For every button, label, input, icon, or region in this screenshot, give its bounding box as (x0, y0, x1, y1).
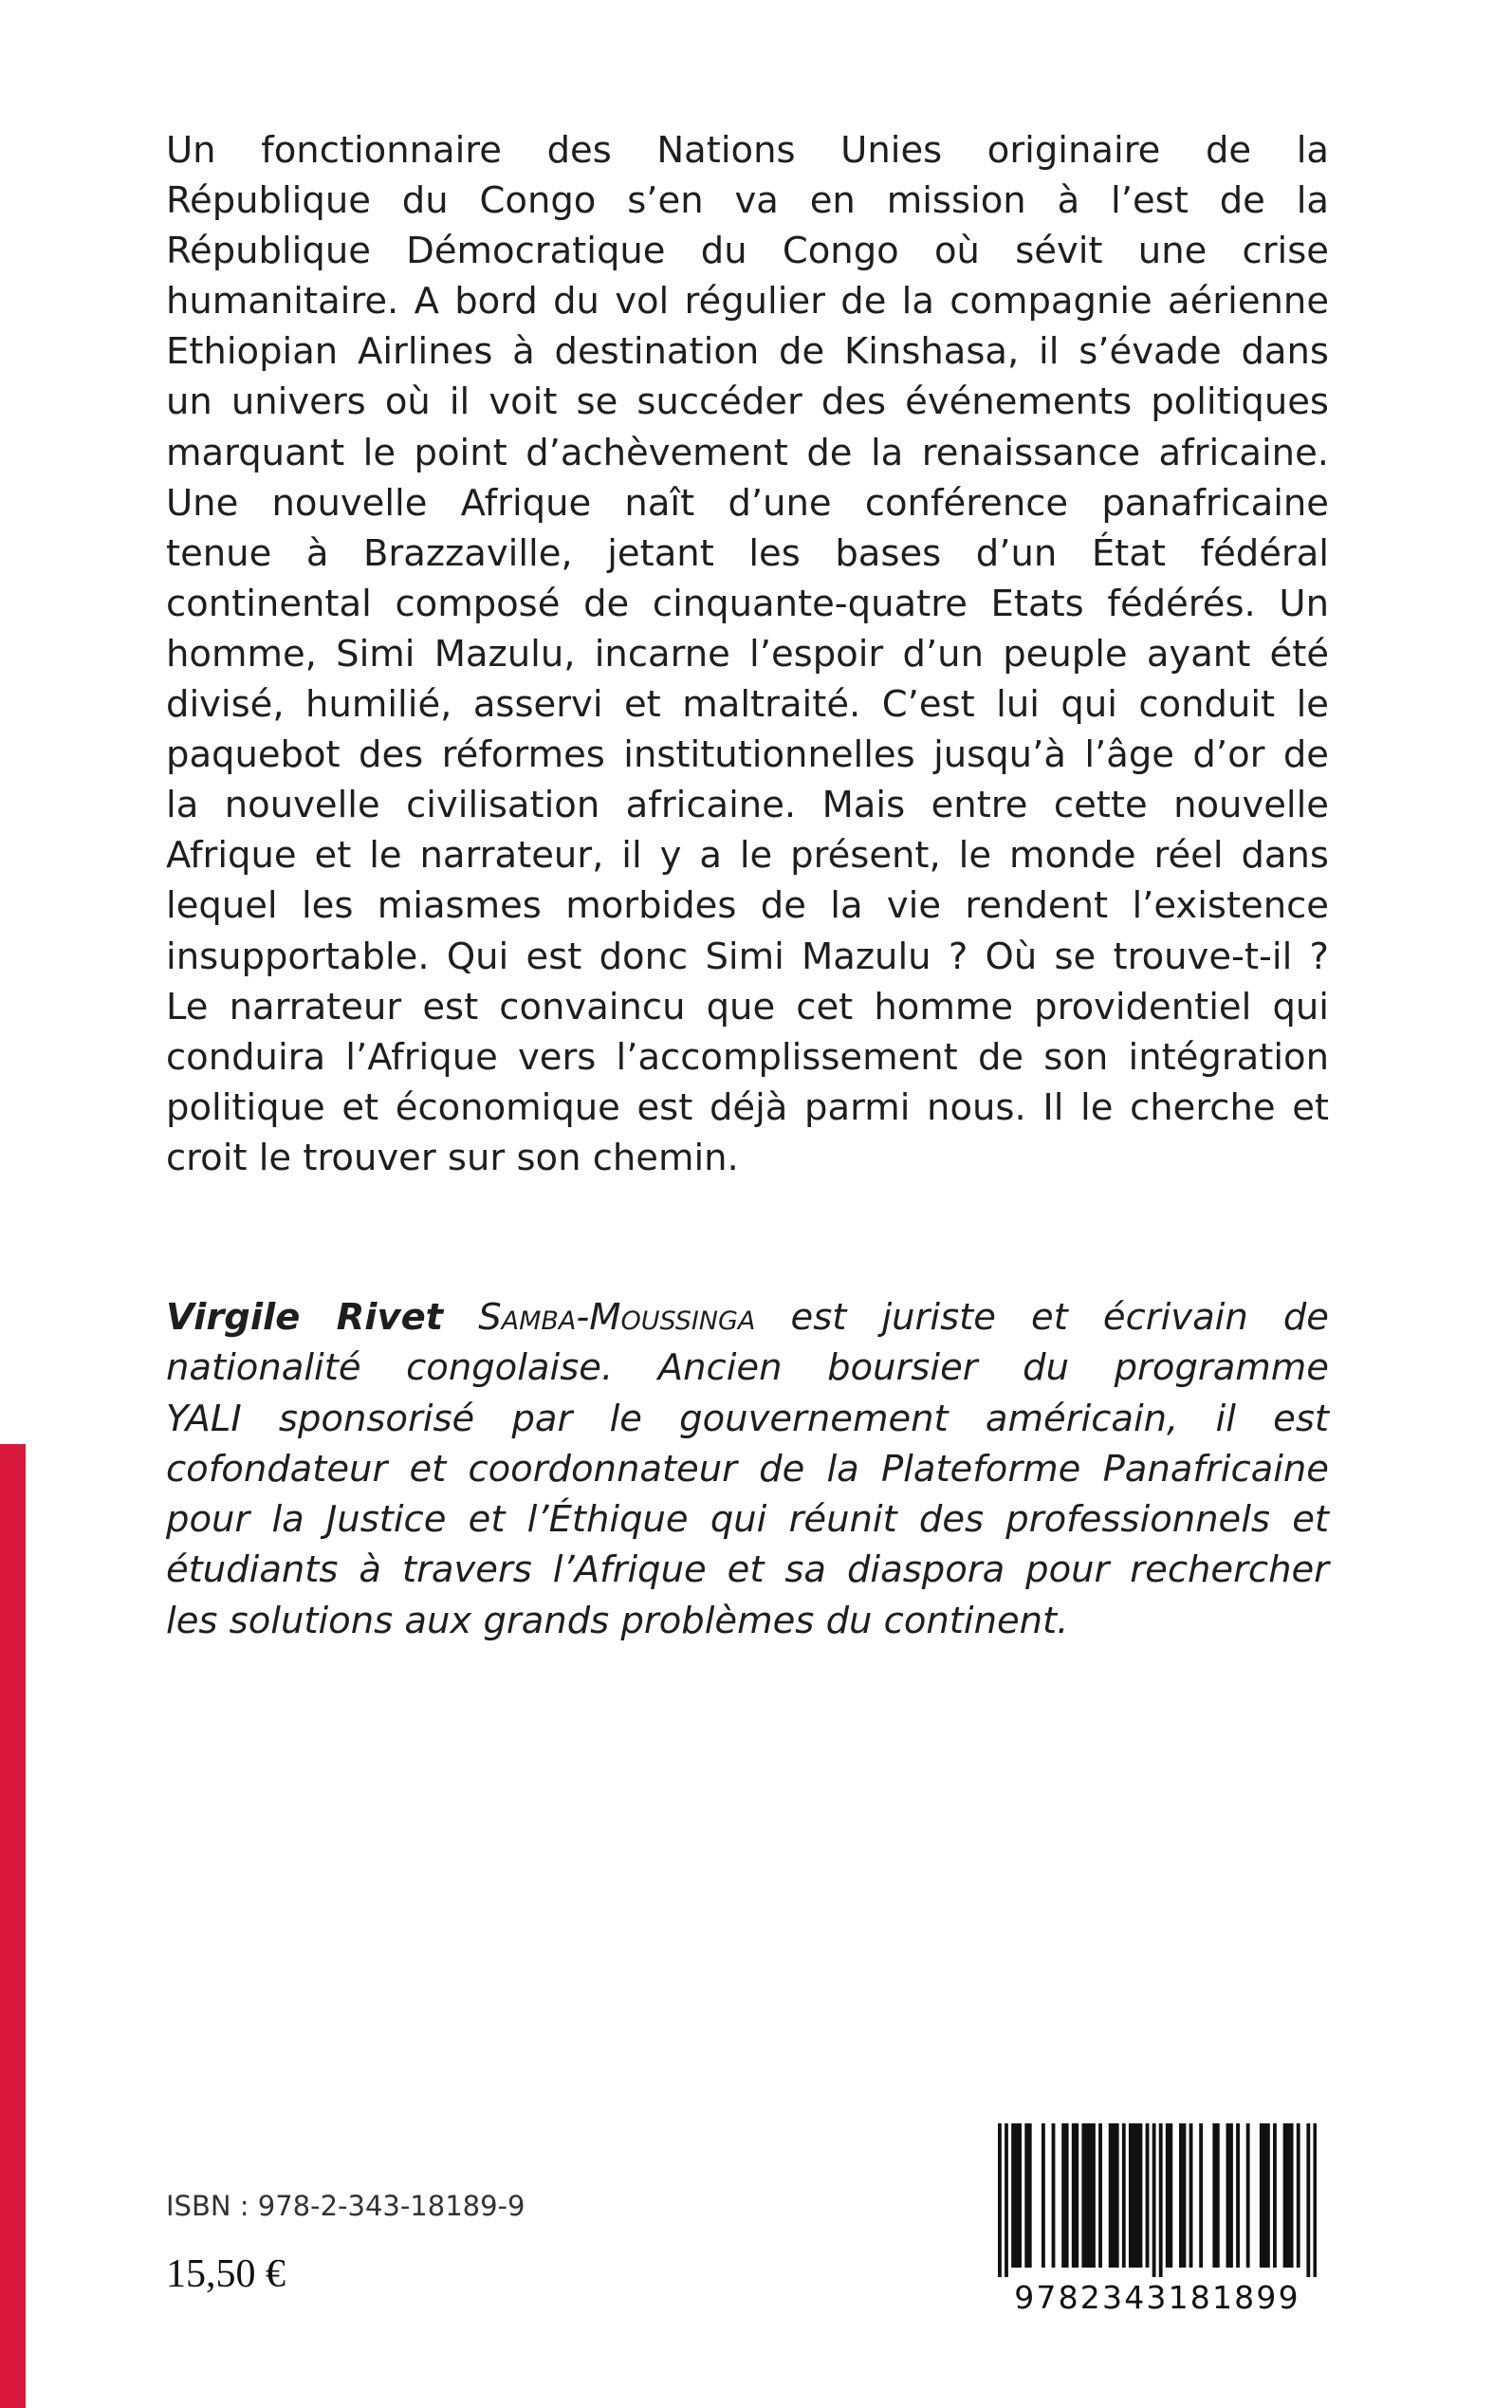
barcode-bar (1005, 2123, 1008, 2277)
barcode-bar (1116, 2123, 1119, 2268)
blurb-line: politique et économique est déjà parmi nous. Il le cherche et (166, 1085, 1329, 1129)
barcode-bar (1260, 2123, 1263, 2268)
blurb-line: tenue à Brazzaville, jetant les bases d’un État fédéral (166, 531, 1329, 575)
isbn-text: ISBN : 978-2-343-18189-9 (166, 2190, 526, 2222)
barcode-bar (1313, 2123, 1317, 2277)
bio-line: YALI sponsorisé par le gouvernement américain, il est (166, 1397, 1329, 1440)
barcode-bar (1152, 2123, 1156, 2277)
barcode-bar (1011, 2123, 1015, 2268)
barcode-bar (1273, 2123, 1277, 2268)
barcode-bar (1266, 2123, 1270, 2268)
blurb-line: humanitaire. A bord du vol régulier de la compagnie aérienne (166, 280, 1329, 324)
barcode-bar (1015, 2123, 1019, 2268)
barcode-bar (1052, 2123, 1056, 2268)
blurb-line: Une nouvelle Afrique naît d’une conférence panafricaine (166, 481, 1329, 525)
barcode-bar (1075, 2123, 1079, 2268)
barcode-bar (998, 2123, 1002, 2277)
blurb-line: la nouvelle civilisation africaine. Mais entre cette nouvelle (166, 784, 1329, 827)
barcode-bar (1081, 2123, 1085, 2268)
barcode-bar (1166, 2123, 1170, 2268)
barcode-bar (1072, 2123, 1076, 2268)
barcode-bar (1129, 2123, 1133, 2268)
blurb-line: insupportable. Qui est donc Simi Mazulu ? Où se trouve-t-il ? (166, 935, 1329, 978)
barcode-bar (1229, 2123, 1233, 2268)
blurb-line: Afrique et le narrateur, il y a le présent, le monde réel dans (166, 834, 1329, 878)
bio-line: étudiants à travers l’Afrique et sa diaspora pour rechercher (166, 1548, 1329, 1592)
barcode-bar (1018, 2123, 1022, 2268)
barcode-bar (1286, 2123, 1290, 2268)
barcode-bar (1135, 2123, 1139, 2268)
bio-line: nationalité congolaise. Ancien boursier du programme (166, 1346, 1329, 1390)
barcode-digits: 9782343181899 (1014, 2279, 1300, 2316)
author-last-name: Samba-Moussinga (478, 1296, 756, 1339)
bio-line: cofondateur et coordonnateur de la Plateforme Panafricaine (166, 1447, 1329, 1491)
barcode-bar (1042, 2123, 1045, 2268)
bio-line: les solutions aux grands problèmes du continent. (166, 1599, 1069, 1642)
blurb-line: continental composé de cinquante-quatre Etats fédérés. Un (166, 582, 1329, 625)
bio-first-line (166, 1292, 1329, 1343)
barcode-bar (1139, 2123, 1143, 2268)
barcode-bar (1290, 2123, 1294, 2268)
barcode-bar (1085, 2123, 1089, 2268)
barcode-bar (1065, 2123, 1069, 2268)
barcode-bar (1146, 2123, 1150, 2268)
blurb-line: croit le trouver sur son chemin. (166, 1136, 739, 1179)
blurb-line: lequel les miasmes morbides de la vie rendent l’existence (166, 884, 1329, 928)
barcode-bar (1199, 2123, 1203, 2268)
barcode-bar (1263, 2123, 1266, 2268)
barcode-bar (1212, 2123, 1216, 2268)
barcode-bar (1236, 2123, 1240, 2268)
barcode-bar (1061, 2123, 1065, 2268)
blurb-line: un univers où il voit se succéder des événements politiques (166, 380, 1329, 424)
barcode-bar (1024, 2123, 1028, 2268)
blurb-line: République du Congo s’en va en mission à l’est de la (166, 179, 1329, 223)
blurb-line: conduira l’Afrique vers l’accomplissement de son intégration (166, 1035, 1329, 1079)
blurb-line: divisé, humilié, asservi et maltraité. C’est lui qui conduit le (166, 683, 1329, 727)
barcode-bar (1283, 2123, 1287, 2268)
bio-line-rest: est juriste et écrivain de (790, 1296, 1329, 1339)
barcode-bar (1132, 2123, 1135, 2268)
barcode-bar (1226, 2123, 1230, 2268)
barcode-bar (1297, 2123, 1300, 2268)
barcode-bar (1189, 2123, 1193, 2268)
author-first-name: Virgile Rivet (166, 1296, 444, 1339)
blurb-line: homme, Simi Mazulu, incarne l’espoir d’un peuple ayant été (166, 632, 1329, 676)
barcode (998, 2123, 1317, 2323)
blurb-text (166, 125, 1329, 1183)
barcode-bar (1183, 2123, 1187, 2268)
barcode-bar (1092, 2123, 1096, 2268)
barcode-bar (1179, 2123, 1183, 2268)
barcode-bar (1122, 2123, 1126, 2268)
blurb-line: Le narrateur est convaincu que cet homme providentiel qui (166, 985, 1329, 1028)
blurb-line: Un fonctionnaire des Nations Unies originaire de la (166, 129, 1329, 172)
bio-line: pour la Justice et l’Éthique qui réunit des professionnels et (166, 1498, 1329, 1542)
barcode-bars (998, 2123, 1317, 2277)
barcode-bar (1088, 2123, 1092, 2268)
barcode-bar (1112, 2123, 1116, 2268)
barcode-bar (1098, 2123, 1102, 2268)
blurb-line: paquebot des réformes institutionnelles jusqu’à l’âge d’or de (166, 733, 1329, 777)
blurb-line: Ethiopian Airlines à destination de Kinshasa, il s’évade dans (166, 330, 1329, 374)
barcode-bar (1246, 2123, 1250, 2268)
price-text: 15,50 € (166, 2252, 286, 2296)
blurb-line: République Démocratique du Congo où sévit une crise (166, 230, 1329, 273)
barcode-bar (1306, 2123, 1310, 2277)
barcode-bar (1159, 2123, 1163, 2277)
author-bio (166, 1292, 1329, 1646)
barcode-bar (1169, 2123, 1172, 2268)
barcode-bar (1028, 2123, 1032, 2268)
barcode-bar (1109, 2123, 1113, 2268)
blurb-line: marquant le point d’achèvement de la renaissance africaine. (166, 431, 1329, 474)
red-accent-bar (0, 1444, 26, 2408)
barcode-bar (1216, 2123, 1220, 2268)
